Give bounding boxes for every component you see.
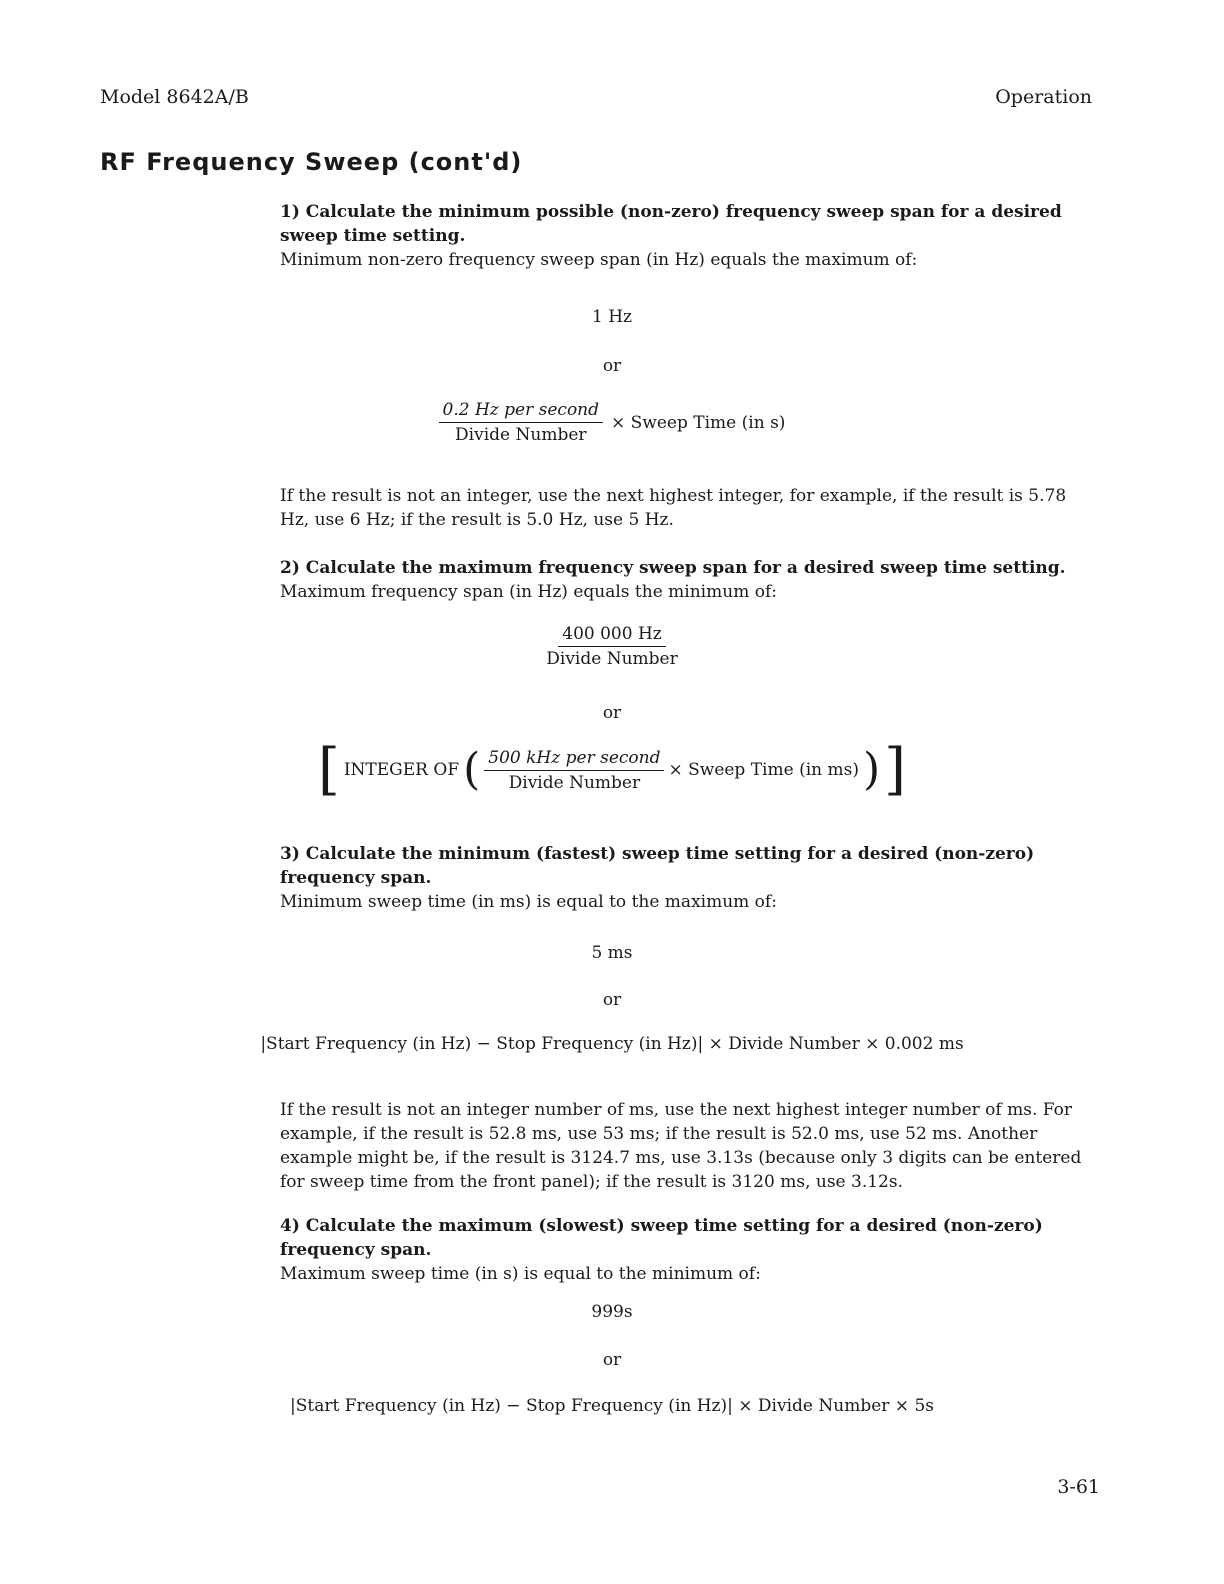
step-2-integer-of: INTEGER OF bbox=[343, 760, 460, 780]
step-1 bbox=[280, 200, 1100, 272]
step-1-fraction bbox=[439, 400, 603, 445]
step-2-fraction-b-numerator: 500 kHz per second bbox=[484, 748, 664, 771]
step-1-formula bbox=[0, 400, 1224, 445]
step-4-option-a: 999s bbox=[591, 1302, 633, 1322]
step-2-heading: 2) Calculate the maximum frequency sweep span for a desired sweep time setting. bbox=[280, 558, 1066, 578]
step-4-or: or bbox=[602, 1350, 622, 1370]
header-section: Operation bbox=[995, 86, 1092, 108]
step-2 bbox=[280, 556, 1100, 604]
step-4-heading: 4) Calculate the maximum (slowest) sweep time setting for a desired (non-zero) frequency span. bbox=[280, 1216, 1043, 1260]
step-3-note: If the result is not an integer number of ms, use the next highest integer number of ms. For example, if the result is 52.8 ms, use 53 ms; if the result is 52.0 ms, use 52 ms. Another example might be, if the result is 3124.7 ms, use 3.13s (because only 3 digits can be entered for sweep time from the front panel); if the result is 3120 ms, use 3.12s. bbox=[280, 1100, 1082, 1192]
step-2-fraction-denominator: Divide Number bbox=[546, 649, 678, 669]
step-1-option-a: 1 Hz bbox=[591, 307, 632, 327]
step-2-formula-b bbox=[0, 737, 1224, 802]
step-4-intro: Maximum sweep time (in s) is equal to the minimum of: bbox=[280, 1264, 761, 1284]
step-3-or: or bbox=[602, 990, 622, 1010]
page-number: 3-61 bbox=[1057, 1476, 1100, 1498]
step-3-option-a: 5 ms bbox=[591, 943, 633, 963]
step-3-intro: Minimum sweep time (in ms) is equal to the maximum of: bbox=[280, 892, 777, 912]
page-title: RF Frequency Sweep (cont'd) bbox=[100, 148, 523, 176]
step-3 bbox=[280, 842, 1100, 914]
step-1-fraction-denominator: Divide Number bbox=[455, 425, 587, 445]
step-1-fraction-numerator: 0.2 Hz per second bbox=[439, 400, 603, 423]
step-1-intro: Minimum non-zero frequency sweep span (in Hz) equals the maximum of: bbox=[280, 250, 918, 270]
step-3-heading: 3) Calculate the minimum (fastest) sweep time setting for a desired (non-zero) frequency span. bbox=[280, 844, 1035, 888]
step-2-fraction-b-denominator: Divide Number bbox=[508, 772, 641, 793]
step-3-formula: |Start Frequency (in Hz) − Stop Frequency (in Hz)| × Divide Number × 0.002 ms bbox=[260, 1034, 964, 1054]
step-2-fraction-numerator: 400 000 Hz bbox=[558, 624, 666, 647]
step-1-note: If the result is not an integer, use the next highest integer, for example, if the result is 5.78 Hz, use 6 Hz; if the result is 5.0 Hz, use 5 Hz. bbox=[280, 486, 1067, 530]
step-4-formula: |Start Frequency (in Hz) − Stop Frequency (in Hz)| × Divide Number × 5s bbox=[290, 1396, 934, 1416]
step-2-intro: Maximum frequency span (in Hz) equals the minimum of: bbox=[280, 582, 777, 602]
header-model: Model 8642A/B bbox=[100, 86, 249, 108]
step-4 bbox=[280, 1214, 1100, 1286]
step-2-formula-a bbox=[0, 624, 1224, 669]
step-2-times: × Sweep Time (in ms) bbox=[668, 760, 859, 780]
right-bracket-icon: ] bbox=[884, 737, 907, 802]
left-bracket-icon: [ bbox=[317, 737, 340, 802]
step-1-heading: 1) Calculate the minimum possible (non-zero) frequency sweep span for a desired sweep time setting. bbox=[280, 202, 1062, 246]
step-1-times: × Sweep Time (in s) bbox=[611, 412, 786, 433]
step-2-or: or bbox=[602, 703, 622, 723]
step-2-fraction-b bbox=[484, 748, 664, 793]
right-paren-icon: ) bbox=[862, 744, 881, 795]
step-1-or: or bbox=[602, 356, 622, 376]
step-2-fraction bbox=[542, 624, 681, 669]
left-paren-icon: ( bbox=[463, 744, 481, 795]
